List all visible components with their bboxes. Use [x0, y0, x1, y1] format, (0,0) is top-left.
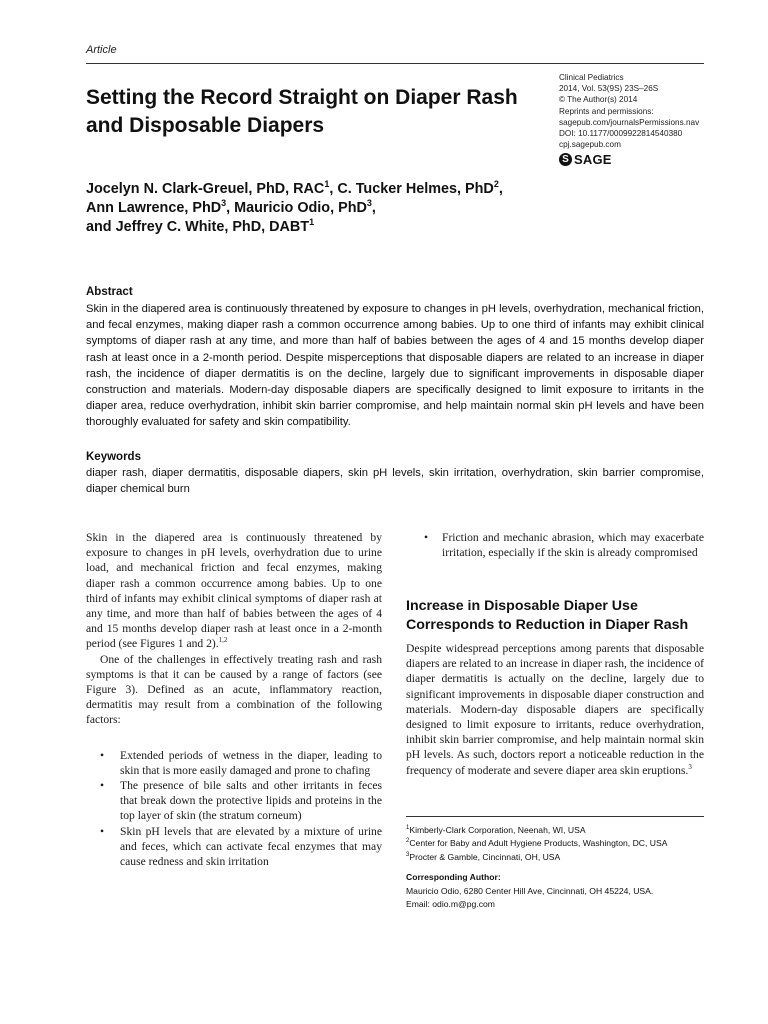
journal-meta	[559, 72, 729, 150]
author-separator: ,	[371, 200, 376, 216]
footnote-marker: 2	[406, 838, 410, 845]
affiliation-marker: 3	[221, 198, 227, 209]
corresponding-author-email[interactable]: Email: odio.m@pg.com	[406, 899, 495, 910]
article-type-label: Article	[86, 44, 117, 56]
citation-ref[interactable]: 3	[688, 762, 692, 771]
list-item-text: Extended periods of wetness in the diaper, leading to skin that is more easily damaged and prone to chafing	[120, 748, 382, 777]
footnote-spacer	[406, 864, 704, 871]
list-item-text: The presence of bile salts and other irritants in feces that break down the protective lipids and proteins in the top layer of skin (the stratum corneum)	[120, 779, 382, 823]
affiliation-marker: 1	[309, 217, 315, 228]
author-list	[86, 180, 606, 237]
author-name: , C. Tucker Helmes, PhD	[329, 181, 494, 197]
paragraph-text: Skin in the diapered area is continuously threatened by exposure to changes in pH levels, overhydration due to urine load, and mechanical friction and fecal enzymes, making diaper rash a common occurrence among babies. Up to one third of infants may exhibit clinical symptoms of diaper rash at any time, and more than half of babies between the ages of 4 and 15 months develop diaper rash at least once in a 2-month period (see Figures 1 and 2).	[86, 531, 382, 651]
publisher-logo	[559, 152, 612, 167]
keywords-text: diaper rash, diaper dermatitis, disposable diapers, skin pH levels, skin irritation, overhydration, skin barrier compromise, diaper chemical burn	[86, 467, 704, 496]
body-paragraph	[406, 641, 704, 778]
author-name: Ann Lawrence, PhD	[86, 200, 222, 216]
paragraph-text: Despite widespread perceptions among parents that disposable diapers are related to an increase in diaper rash, the incidence of diaper dermatitis is actually on the decline, largely due to significant improvements in disposable diaper construction and materials. Modern-day disposable diapers are specifically designed to limit exposure to irritants, reduce overhydration, inhibit skin barrier compromise, and help maintain normal skin pH levels. As such, doctors report a noticeable reduction in the frequency of moderate and severe diaper area skin eruptions.	[406, 642, 704, 777]
bullet-icon: •	[100, 748, 105, 762]
footnote-text: Center for Baby and Adult Hygiene Products, Washington, DC, USA	[409, 838, 668, 849]
body-paragraph	[86, 530, 382, 652]
author-separator: ,	[498, 181, 503, 197]
body-right-column	[406, 641, 704, 778]
affiliation-footnote	[406, 824, 704, 837]
bullet-icon: •	[100, 779, 105, 793]
citation-ref[interactable]: 1,2	[218, 636, 228, 645]
header-rule	[86, 63, 704, 64]
factor-list	[86, 748, 382, 870]
list-item	[406, 530, 704, 560]
corresponding-author-label: Corresponding Author:	[406, 872, 501, 883]
bullet-icon: •	[424, 531, 429, 544]
abstract-text: Skin in the diapered area is continuously threatened by exposure to changes in pH levels, overhydration, mechanical friction, and fecal enzymes, making diaper rash a common occurrence among babies. Up to one third of infants may exhibit clinical symptoms of diaper rash at any time, and more than half of babies between the ages of 4 and 15 months develop diaper rash at least once in a 2-month period. Despite misperceptions that disposable diapers are related to an increase in diaper rash, the incidence of diaper dermatitis is on the decline, largely due to significant improvements in disposable diaper construction and materials. Modern-day disposable diapers are specifically designed to limit exposure to irritants in the diaper area, reduce overhydration, inhibit skin barrier compromise, and help maintain normal skin pH levels and have been thoroughly evaluated for safety and skin compatibility.	[86, 303, 704, 429]
list-item	[86, 748, 382, 778]
footnote-marker: 1	[406, 825, 410, 832]
sage-logo-icon: S	[559, 153, 572, 166]
reprints-label: Reprints and permissions:	[559, 106, 654, 116]
body-right-bullets	[406, 530, 704, 560]
body-left-column	[86, 530, 382, 869]
footnote-rule	[406, 816, 704, 817]
journal-citation: 2014, Vol. 53(9S) 23S–26S	[559, 84, 659, 94]
bullet-icon: •	[100, 824, 105, 838]
affiliation-marker: 3	[366, 198, 372, 209]
author-name: Jocelyn N. Clark-Greuel, PhD, RAC	[86, 181, 325, 197]
list-item-text: Friction and mechanic abrasion, which may exacerbate irritation, especially if the skin is already compromised	[442, 531, 704, 560]
affiliation-footnote	[406, 837, 704, 850]
affiliation-marker: 1	[324, 179, 330, 190]
section-heading: Increase in Disposable Diaper Use Corresponds to Reduction in Diaper Rash	[406, 598, 689, 633]
copyright-notice: © The Author(s) 2014	[559, 95, 638, 105]
list-item	[86, 824, 382, 870]
keywords-heading: Keywords	[86, 451, 141, 463]
journal-name: Clinical Pediatrics	[559, 73, 624, 82]
footnote-marker: 3	[406, 851, 410, 858]
author-name: , Mauricio Odio, PhD	[226, 200, 367, 216]
author-name: and Jeffrey C. White, PhD, DABT	[86, 219, 310, 235]
doi-link[interactable]: DOI: 10.1177/0009922814540380	[559, 129, 683, 139]
affiliation-marker: 2	[493, 179, 499, 190]
reprints-link[interactable]: sagepub.com/journalsPermissions.nav	[559, 117, 700, 127]
journal-site-link[interactable]: cpj.sagepub.com	[559, 140, 621, 150]
footnotes	[406, 824, 704, 911]
affiliation-footnote	[406, 851, 704, 864]
corresponding-author-address: Mauricio Odio, 6280 Center Hill Ave, Cincinnati, OH 45224, USA.	[406, 885, 654, 896]
footnote-text: Procter & Gamble, Cincinnati, OH, USA	[409, 851, 561, 862]
publisher-name: SAGE	[574, 152, 612, 167]
list-item-text: Skin pH levels that are elevated by a mixture of urine and feces, which can activate fecal enzymes that may cause redness and skin irritation	[120, 824, 382, 869]
list-item	[86, 778, 382, 824]
body-paragraph: One of the challenges in effectively treating rash and rash symptoms is that it can be caused by a range of factors (see Figure 3). Defined as an acute, inflammatory reaction, dermatitis may result from a combination of the following factors:	[86, 652, 382, 727]
article-title: Setting the Record Straight on Diaper Rash and Disposable Diapers	[86, 86, 518, 137]
footnote-text: Kimberly-Clark Corporation, Neenah, WI, USA	[409, 825, 586, 835]
abstract-heading: Abstract	[86, 286, 133, 298]
